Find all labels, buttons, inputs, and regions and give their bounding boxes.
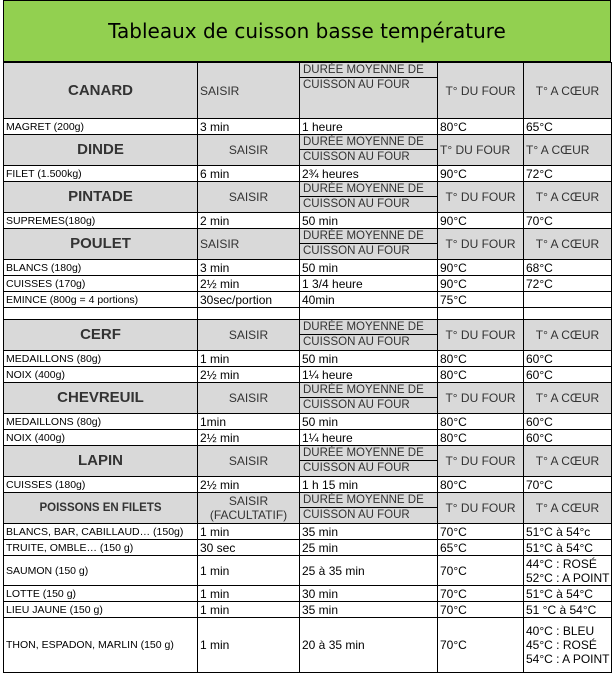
header-four: T° DU FOUR: [438, 446, 524, 477]
row-four: 80°C: [438, 477, 524, 493]
header-duree-line1: DURÉE MOYENNE DE: [303, 494, 424, 506]
header-saisir: SAISIR: [198, 446, 300, 477]
category-chevreuil: CHEVREUIL: [4, 383, 198, 414]
row-saisir: 2½ min: [198, 367, 300, 383]
row-four: 80°C: [438, 430, 524, 446]
table-row: [4, 618, 612, 673]
row-name: EMINCE (800g = 4 portions): [4, 292, 198, 308]
row-coeur: [524, 618, 612, 673]
row-saisir: 1 min: [198, 556, 300, 586]
row-coeur: [524, 556, 612, 586]
header-duree-line2: CUISSON AU FOUR: [303, 79, 410, 91]
header-duree-line2: CUISSON AU FOUR: [303, 151, 410, 163]
header-duree-line2: CUISSON AU FOUR: [303, 462, 410, 474]
row-coeur: 65°C: [524, 119, 612, 135]
row-duree: 25 min: [300, 540, 438, 556]
row-duree: 1 heure: [300, 119, 438, 135]
row-four: 70°C: [438, 524, 524, 540]
table-row: [4, 430, 612, 446]
category-lapin: LAPIN: [4, 446, 198, 477]
row-duree: 1¼ heure: [300, 430, 438, 446]
header-saisir: SAISIR: [198, 383, 300, 414]
row-name: TRUITE, OMBLE… (150 g): [4, 540, 198, 556]
row-duree: 20 à 35 min: [300, 618, 438, 673]
table-row: [4, 586, 612, 602]
header-coeur: T° A CŒUR: [524, 229, 612, 260]
row-name: SAUMON (150 g): [4, 556, 198, 586]
table-row: [4, 351, 612, 367]
table-row: [4, 367, 612, 383]
header-duree-line2: CUISSON AU FOUR: [303, 399, 410, 411]
category-cerf: CERF: [4, 320, 198, 351]
row-saisir: 1 min: [198, 618, 300, 673]
row-four: 90°C: [438, 166, 524, 182]
row-name: MEDAILLONS (80g): [4, 351, 198, 367]
row-coeur: 60°C: [524, 367, 612, 383]
row-saisir: 1 min: [198, 602, 300, 618]
spacer-row: [4, 308, 612, 320]
row-coeur: 60°C: [524, 351, 612, 367]
row-name: MAGRET (200g): [4, 119, 198, 135]
row-saisir: 2½ min: [198, 477, 300, 493]
header-coeur: T° A CŒUR: [524, 383, 612, 414]
row-saisir: 3 min: [198, 119, 300, 135]
category-canard: CANARD: [4, 63, 198, 119]
row-coeur: 70°C: [524, 213, 612, 229]
row-duree: 50 min: [300, 414, 438, 430]
header-four: T° DU FOUR: [438, 493, 524, 524]
row-name: CUISSES (180g): [4, 477, 198, 493]
category-poulet: POULET: [4, 229, 198, 260]
header-duree-line1: DURÉE MOYENNE DE: [303, 447, 424, 459]
row-four: 90°C: [438, 260, 524, 276]
table-row: [4, 524, 612, 540]
header-duree: [300, 446, 438, 477]
row-coeur-line3: 54°C : A POINT: [526, 652, 610, 666]
row-duree: 1¼ heure: [300, 367, 438, 383]
table-row: [4, 119, 612, 135]
row-name: BLANCS, BAR, CABILLAUD… (150g): [4, 524, 198, 540]
row-name: LIEU JAUNE (150 g): [4, 602, 198, 618]
table-row: [4, 540, 612, 556]
header-saisir: SAISIR: [198, 63, 300, 119]
header-saisir: SAISIR: [198, 182, 300, 213]
row-duree: 50 min: [300, 213, 438, 229]
table-row: [4, 414, 612, 430]
header-duree-line1: DURÉE MOYENNE DE: [303, 183, 424, 195]
row-duree: 35 min: [300, 524, 438, 540]
header-duree: [300, 135, 438, 166]
row-name: MEDAILLONS (80g): [4, 414, 198, 430]
row-coeur-line2: 52°C : A POINT: [526, 570, 610, 585]
section-header-poulet: [4, 229, 612, 260]
header-duree: [300, 229, 438, 260]
header-duree-line2: CUISSON AU FOUR: [303, 198, 410, 210]
row-duree: 2¾ heures: [300, 166, 438, 182]
row-four: 70°C: [438, 602, 524, 618]
section-header-lapin: [4, 446, 612, 477]
table-row: [4, 477, 612, 493]
header-coeur: T° A CŒUR: [524, 135, 612, 166]
section-header-chevreuil: [4, 383, 612, 414]
row-four: 80°C: [438, 119, 524, 135]
row-saisir: 6 min: [198, 166, 300, 182]
row-saisir: 1 min: [198, 524, 300, 540]
row-duree: 35 min: [300, 602, 438, 618]
header-four: T° DU FOUR: [438, 320, 524, 351]
row-name: THON, ESPADON, MARLIN (150 g): [4, 618, 198, 673]
header-four: T° DU FOUR: [438, 229, 524, 260]
row-saisir: 3 min: [198, 260, 300, 276]
table-row: [4, 292, 612, 308]
table-row: [4, 213, 612, 229]
row-saisir: 1 min: [198, 351, 300, 367]
row-duree: 1 h 15 min: [300, 477, 438, 493]
row-coeur: 51°C à 54°C: [524, 586, 612, 602]
category-poissons: POISSONS EN FILETS: [4, 493, 198, 524]
row-duree: 50 min: [300, 351, 438, 367]
row-coeur: [524, 292, 612, 308]
header-four: T° DU FOUR: [438, 383, 524, 414]
table-row: [4, 166, 612, 182]
header-four: T° DU FOUR: [438, 182, 524, 213]
header-four: T° DU FOUR: [438, 63, 524, 119]
row-duree: 25 à 35 min: [300, 556, 438, 586]
header-duree: [300, 182, 438, 213]
header-duree-line1: DURÉE MOYENNE DE: [303, 230, 424, 242]
row-name: LOTTE (150 g): [4, 586, 198, 602]
header-duree-line2: CUISSON AU FOUR: [303, 245, 410, 257]
row-four: 70°C: [438, 618, 524, 673]
row-coeur: 60°C: [524, 430, 612, 446]
header-duree-line1: DURÉE MOYENNE DE: [303, 64, 424, 76]
row-four: 75°C: [438, 292, 524, 308]
header-four: T° DU FOUR: [438, 135, 524, 166]
row-name: NOIX (400g): [4, 430, 198, 446]
row-four: 70°C: [438, 556, 524, 586]
header-saisir-line2: (FACULTATIF): [209, 508, 288, 522]
header-coeur: T° A CŒUR: [524, 446, 612, 477]
row-name: NOIX (400g): [4, 367, 198, 383]
section-header-cerf: [4, 320, 612, 351]
header-coeur: T° A CŒUR: [524, 63, 612, 119]
table-row: [4, 276, 612, 292]
header-duree-line1: DURÉE MOYENNE DE: [303, 384, 424, 396]
row-four: 90°C: [438, 276, 524, 292]
table-row: [4, 602, 612, 618]
row-coeur: 60°C: [524, 414, 612, 430]
header-duree: [300, 63, 438, 119]
header-duree: [300, 320, 438, 351]
header-coeur: T° A CŒUR: [524, 320, 612, 351]
header-coeur: T° A CŒUR: [524, 182, 612, 213]
row-four: 70°C: [438, 586, 524, 602]
row-saisir: 1min: [198, 414, 300, 430]
row-name: BLANCS (180g): [4, 260, 198, 276]
header-duree-line1: DURÉE MOYENNE DE: [303, 136, 424, 148]
header-saisir: SAISIR: [198, 135, 300, 166]
header-duree: [300, 383, 438, 414]
row-saisir: 30 sec: [198, 540, 300, 556]
header-duree-line1: DURÉE MOYENNE DE: [303, 321, 424, 333]
row-coeur: 72°C: [524, 166, 612, 182]
row-coeur: 51 °C à 54°C: [524, 602, 612, 618]
row-coeur: 51°C à 54°C: [524, 540, 612, 556]
row-coeur: 51°C à 54°c: [524, 524, 612, 540]
row-saisir: 1 min: [198, 586, 300, 602]
row-name: CUISSES (170g): [4, 276, 198, 292]
header-coeur: T° A CŒUR: [524, 493, 612, 524]
header-saisir-line1: SAISIR: [228, 494, 269, 508]
row-name: FILET (1.500kg): [4, 166, 198, 182]
row-coeur: 68°C: [524, 260, 612, 276]
category-dinde: DINDE: [4, 135, 198, 166]
row-coeur-line2: 45°C : ROSÉ: [526, 638, 597, 652]
header-saisir: SAISIR: [198, 229, 300, 260]
row-duree: 30 min: [300, 586, 438, 602]
section-header-poissons: [4, 493, 612, 524]
row-duree: 50 min: [300, 260, 438, 276]
section-header-canard: [4, 63, 612, 119]
category-pintade: PINTADE: [4, 182, 198, 213]
row-four: 65°C: [438, 540, 524, 556]
header-duree: [300, 493, 438, 524]
row-four: 80°C: [438, 367, 524, 383]
row-saisir: 2½ min: [198, 430, 300, 446]
table-row: [4, 556, 612, 586]
header-duree-line2: CUISSON AU FOUR: [303, 336, 410, 348]
row-four: 90°C: [438, 213, 524, 229]
cooking-table: [3, 62, 612, 673]
row-name: SUPREMES(180g): [4, 213, 198, 229]
row-coeur: 70°C: [524, 477, 612, 493]
row-coeur-line1: 40°C : BLEU: [526, 624, 595, 638]
row-coeur-line1: 44°C : ROSÉ: [526, 556, 597, 571]
row-saisir: 2 min: [198, 213, 300, 229]
header-saisir: SAISIR: [198, 320, 300, 351]
row-duree: 40min: [300, 292, 438, 308]
table-row: [4, 260, 612, 276]
row-four: 80°C: [438, 414, 524, 430]
section-header-dinde: [4, 135, 612, 166]
header-duree-line2: CUISSON AU FOUR: [303, 509, 410, 521]
section-header-pintade: [4, 182, 612, 213]
row-coeur: 72°C: [524, 276, 612, 292]
row-duree: 1 3/4 heure: [300, 276, 438, 292]
row-saisir: 2½ min: [198, 276, 300, 292]
header-saisir-facultatif: [198, 493, 300, 524]
page-title: Tableaux de cuisson basse température: [3, 0, 611, 62]
row-four: 80°C: [438, 351, 524, 367]
row-saisir: 30sec/portion: [198, 292, 300, 308]
